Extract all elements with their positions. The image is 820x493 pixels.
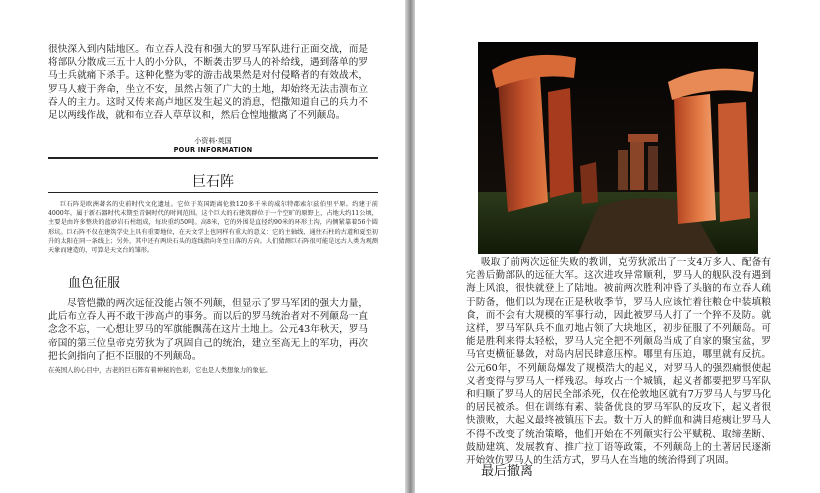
stonehenge-illustration — [478, 42, 758, 254]
small-stone — [580, 162, 598, 204]
distant-stone — [648, 146, 658, 190]
right-upright-stone — [674, 94, 716, 224]
section-paragraph: 尽管恺撒的两次远征没能占领不列颠，但显示了罗马军团的强大力量，此后布立吞人再不敢干涉高卢的事务。而以后的罗马统治者对不列颠岛一直念念不忘，一心想让罗马的军旗能飘荡在这片土地上。公元43年秋天，罗马帝国的第三位皇帝克劳狄为了巩固自己的统治，建立至高无上的军功，再次把长剑指向了拒不臣服的不列颠岛。 — [48, 298, 368, 362]
footer-note: 在英国人的心目中，古老的巨石阵有着神秘的色彩，它也是人类想象力的象征。 — [48, 366, 272, 374]
book-gutter — [405, 0, 415, 493]
stonehenge-photo — [478, 42, 758, 254]
info-box-heading — [48, 137, 378, 155]
left-page — [0, 0, 405, 493]
distant-stone — [618, 150, 628, 190]
section-heading-bloody-conquest: 血色征服 — [68, 276, 121, 291]
right-paragraph: 吸取了前两次远征失败的教训，克劳狄派出了一支4万多人、配备有完善后勤部队的远征大军。这次进攻异常顺利，罗马人的舰队没有遇到海上风浪，很快就登上了陆地。被前两次胜利冲昏了头脑的布立吞人疏于防备，他们以为现在正是秋收季节，罗马人应该忙着往粮仓中装填粮食，而不会有大规模的军事行动，因此被罗马人打了一个猝不及防。就这样，罗马军队兵不血刃地占领了大块地区，初步征服了不列颠岛。可能是胜利来得太轻松，罗马人完全把不列颠岛当成了自家的聚宝盆，罗马官吏横征暴敛，对岛内居民肆意压榨。哪里有压迫，哪里就有反抗。公元60年，不列颠岛爆发了规模浩大的起义，对罗马人的强烈痛恨使起义者变得与罗马人一样残忍。每攻占一个城镇，起义者都要把罗马军队和归顺了罗马人的居民全部杀死，仅在伦敦地区就有7万罗马人与罗马化的居民被杀。但在训练有素、装备优良的罗马军队的反攻下，起义者很快溃败，大起义最终被镇压下去。数十万人的鲜血和满目疮痍让罗马人不得不改变了统治策略，他们开始在不列颠实行公平赋税、取缔垄断、鼓励建筑、发展教育、推广拉丁语等政策，不列颠岛上的土著居民逐渐开始效仿罗马人的生活方式，罗马人在当地的统治得到了巩固。 — [466, 257, 771, 467]
distant-stone — [630, 138, 644, 190]
info-box-title-rule — [48, 192, 378, 193]
info-box-heading-cn: 小资料·英国 — [194, 137, 232, 145]
info-box-top-rule — [48, 157, 378, 159]
left-upright-stone — [548, 88, 574, 198]
info-box-text: 巨石阵是欧洲著名的史前时代文化遗址。它位于英国距离伦敦120多千米的威尔特郡索尔兹伯里平原。约建于前4000年，属于新石器时代末期至青铜时代的时间范围。这个巨大的石建筑群位于一个空旷的原野上，占地大约11公顷，主要是由许多整块的蓝砂岩石柱组成，每块重约50吨。高8米，它的外围是直径约90米的环形土沟，内侧紧靠着56个圆形坑。巨石阵不仅在建筑学史上具有重要地位，在天文学上也同样有重大的意义：它的主轴线、通往石柱的古道和夏至初升的太阳在同一条线上；另外，其中还有两块石头的连线指向冬至日落的方向。人们猜测巨石阵很可能是远古人类为观测天象而建造的，可算是天文台的雏形。 — [48, 201, 378, 255]
section-heading-final-withdrawal: 最后撤离 — [481, 464, 534, 479]
intro-paragraph: 很快深入到内陆地区。布立吞人没有和强大的罗马军队进行正面交战，而是将部队分散成三五十人的小分队，不断袭击罗马人的补给线，遇到落单的罗马士兵就痛下杀手。这种化整为零的游击战果然是对付侵略者的有效战术，罗马人疲于奔命，坐立不安，虽然占领了广大的土地，却始终无法击溃布立吞人的主力。这时又传来高卢地区发生起义的消息，恺撒知道自己的兵力不足以两线作战，就和布立吞人草草议和，然后仓惶地撤离了不列颠岛。 — [48, 44, 368, 122]
right-upright-stone — [718, 102, 750, 222]
info-box-heading-en: POUR INFORMATION — [173, 146, 253, 154]
right-page — [415, 0, 820, 493]
distant-lintel — [628, 134, 658, 142]
info-box-title: 巨石阵 — [192, 174, 234, 190]
